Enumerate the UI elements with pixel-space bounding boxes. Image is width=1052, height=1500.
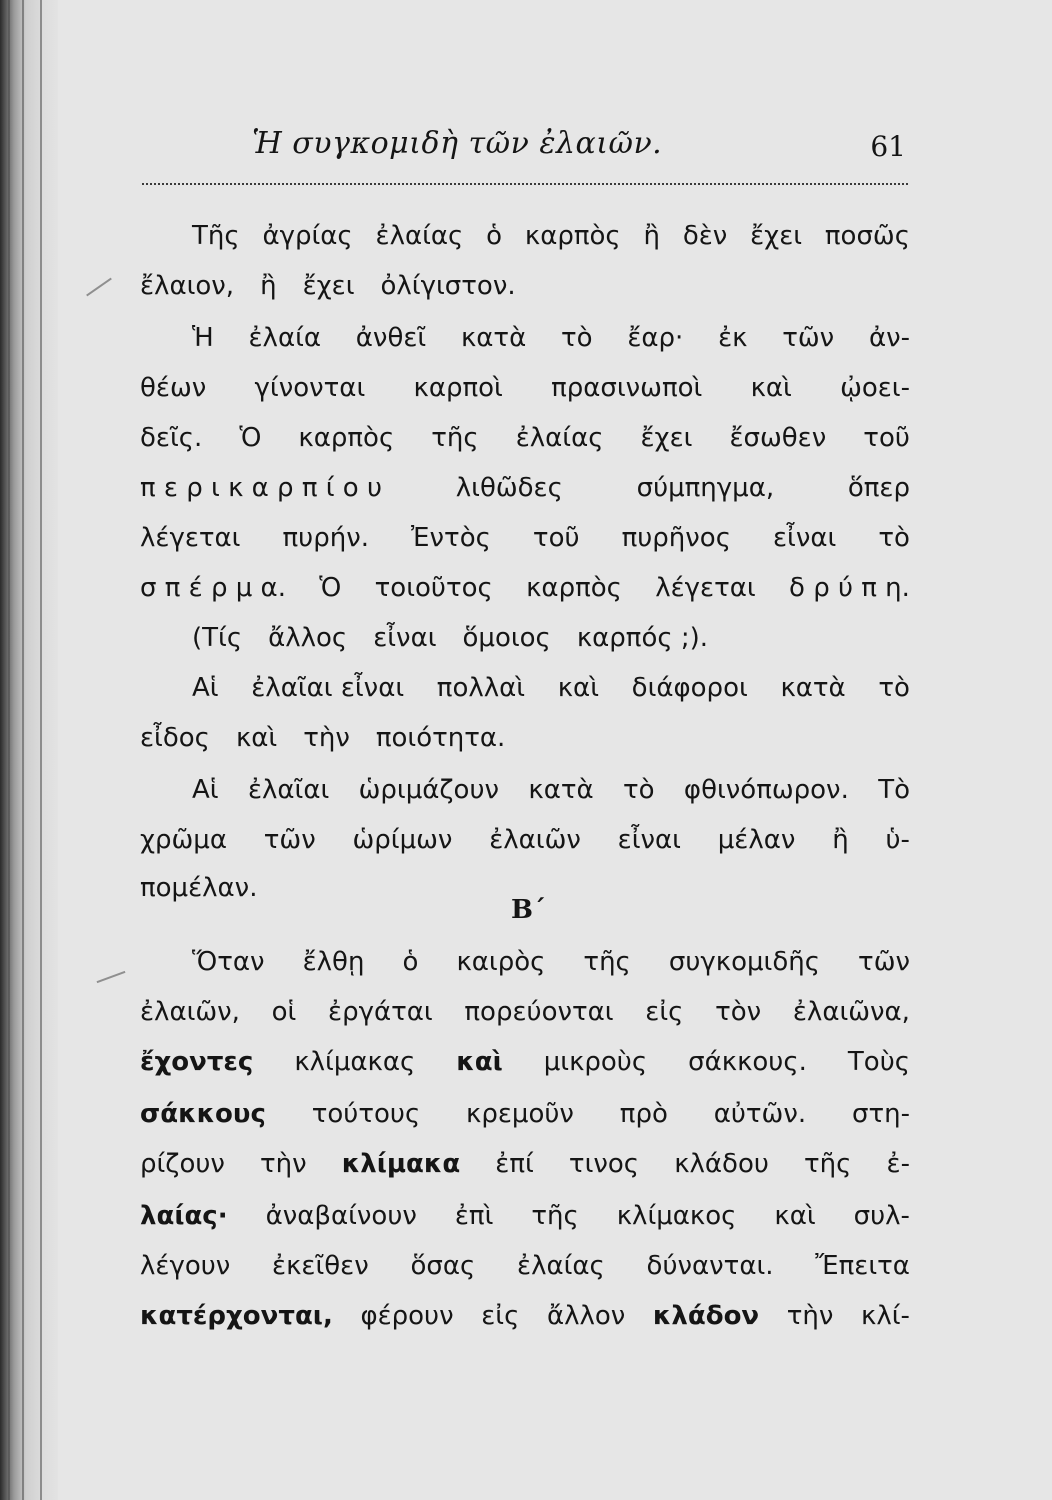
word: ἢ — [832, 825, 849, 855]
word: τὸ — [561, 323, 593, 353]
word: καὶ — [750, 373, 792, 403]
text-line — [192, 616, 910, 660]
word: κλίμακα — [341, 1149, 461, 1179]
word: καὶ — [557, 673, 599, 703]
word: μέλαν — [717, 825, 796, 855]
word: δ ρ ύ π η. — [789, 573, 910, 603]
word: ἐλαιῶν — [489, 825, 581, 855]
word: σάκκους. — [688, 1047, 807, 1077]
word: ἐλαιῶν, — [140, 997, 240, 1027]
word: ἐλαιῶνα, — [792, 997, 910, 1027]
text-line — [140, 516, 910, 560]
word: γίνονται — [254, 373, 366, 403]
word: ἐλαίας — [517, 1251, 605, 1281]
word: (Τίς — [192, 623, 243, 653]
word: καιρὸς — [456, 947, 546, 977]
word: πρὸ — [619, 1099, 668, 1129]
word: συγκομιδῆς — [668, 947, 820, 977]
word: κατὰ — [528, 775, 594, 805]
word: εἰς — [481, 1301, 520, 1331]
word: τὸν — [715, 997, 762, 1027]
word: ἐλαίας — [375, 221, 464, 251]
word: ἔχει — [640, 423, 693, 453]
word: πρασινωποὶ — [551, 373, 703, 403]
word: Αἱ — [192, 673, 219, 703]
word: ἔσωθεν — [729, 423, 827, 453]
word: κλί- — [861, 1301, 910, 1331]
word: ἐπί — [495, 1149, 534, 1179]
section-heading: Β΄ — [511, 895, 546, 925]
word: καρποὶ — [413, 373, 503, 403]
binding-shadow-line — [8, 0, 10, 1500]
text-line — [140, 1244, 910, 1288]
text-line — [140, 416, 910, 460]
word: Ἐντὸς — [411, 523, 491, 553]
word: Ὁ — [319, 573, 342, 603]
word: πυρήν. — [282, 523, 369, 553]
text-line — [140, 466, 910, 510]
word: λαίας· — [140, 1201, 228, 1231]
word: ἀναβαίνουν — [265, 1201, 417, 1231]
word: διάφοροι — [631, 673, 748, 703]
word: τῶν — [263, 825, 316, 855]
word: πομέλαν. — [140, 873, 258, 903]
page-number: 61 — [870, 130, 906, 163]
word: κρεμοῦν — [466, 1099, 574, 1129]
text-line — [140, 1040, 910, 1084]
word: τὸ — [623, 775, 655, 805]
word: αὐτῶν. — [713, 1099, 807, 1129]
word: ἔλθῃ — [302, 947, 365, 977]
word: ἐκεῖθεν — [272, 1251, 369, 1281]
word: τὸ — [878, 523, 910, 553]
word: ὁ — [402, 947, 419, 977]
text-line — [140, 1142, 910, 1186]
word: Ἔπειτα — [815, 1251, 910, 1281]
word: χρῶμα — [140, 825, 227, 855]
word: Ἡ — [192, 323, 214, 353]
word: καὶ — [774, 1201, 816, 1231]
word: καρπὸς — [526, 573, 622, 603]
word: λέγεται — [655, 573, 756, 603]
word: ὑ- — [885, 825, 910, 855]
word: κλάδου — [674, 1149, 769, 1179]
word: κλίμακας — [294, 1047, 416, 1077]
word: π ε ρ ι κ α ρ π ί ο υ — [140, 473, 383, 503]
word: τῶν — [858, 947, 910, 977]
word: κατὰ — [780, 673, 846, 703]
word: ὅσας — [410, 1251, 476, 1281]
word: τοιοῦτος — [374, 573, 493, 603]
margin-pencil-mark — [97, 971, 126, 983]
word: λέγουν — [140, 1251, 231, 1281]
text-line — [192, 214, 910, 258]
word: σ π έ ρ μ α. — [140, 573, 286, 603]
word: καὶ — [235, 723, 278, 753]
word: τὴν — [303, 723, 350, 753]
text-line — [140, 990, 910, 1034]
word: ἔχει — [302, 271, 355, 301]
word: Τῆς — [192, 221, 240, 251]
word: ὅπερ — [847, 473, 910, 503]
text-line — [140, 264, 910, 308]
word: δύνανται. — [646, 1251, 774, 1281]
word: τοῦ — [532, 523, 580, 553]
text-line — [140, 566, 910, 610]
binding-shadow-line — [22, 0, 24, 1500]
word: εἰς — [645, 997, 684, 1027]
word: ὡρίμων — [352, 825, 453, 855]
word: κατὰ — [460, 323, 527, 353]
word: τῶν — [782, 323, 835, 353]
word: οἱ — [271, 997, 297, 1027]
word: δὲν — [682, 221, 728, 251]
word: ἔχει — [750, 221, 803, 251]
word: καρπὸς — [524, 221, 621, 251]
word: λέγεται — [140, 523, 241, 553]
word: Ὁ — [239, 423, 262, 453]
word: φθινόπωρον. — [683, 775, 849, 805]
word: στη- — [851, 1099, 910, 1129]
word: ἐ- — [886, 1149, 910, 1179]
word: ἢ — [260, 271, 277, 301]
word: μικροὺς — [543, 1047, 648, 1077]
word: εἶναι — [617, 825, 681, 855]
word: τῆς — [531, 1201, 579, 1231]
word: ἔαρ· — [627, 323, 684, 353]
word: κλάδον — [652, 1301, 760, 1331]
word: συλ- — [853, 1201, 910, 1231]
word: ἄλλον — [546, 1301, 626, 1331]
word: Τὸ — [878, 775, 910, 805]
text-line — [192, 940, 910, 984]
word: Τοὺς — [847, 1047, 910, 1077]
word: ἔλαιον, — [140, 271, 235, 301]
word: ἐλαίας — [515, 423, 604, 453]
word: εἶδος — [140, 723, 210, 753]
binding-shadow-line — [40, 0, 42, 1500]
text-line — [192, 666, 910, 710]
word: ρίζουν — [140, 1149, 225, 1179]
word: ἔχοντες — [140, 1047, 254, 1077]
word: ᾠοει- — [840, 373, 910, 403]
word: ἄλλος — [268, 623, 348, 653]
word: ὁ — [486, 221, 503, 251]
word: τῆς — [583, 947, 631, 977]
word: καὶ — [456, 1047, 503, 1077]
word: ὡριμάζουν — [358, 775, 500, 805]
word: καρπὸς — [298, 423, 395, 453]
word: τὴν — [786, 1301, 834, 1331]
word: ἀνθεῖ — [355, 323, 427, 353]
text-line — [140, 1194, 910, 1238]
text-line — [192, 768, 910, 812]
text-line — [140, 366, 910, 410]
word: ἀγρίας — [262, 221, 353, 251]
word: ἐλαῖαι εἶναι — [251, 673, 405, 703]
word: ποσῶς — [824, 221, 910, 251]
text-line — [140, 1294, 910, 1338]
word: ἐλαῖαι — [247, 775, 330, 805]
margin-pencil-mark — [86, 278, 112, 297]
word: δεῖς. — [140, 423, 203, 453]
word: τὸ — [878, 673, 910, 703]
word: τοῦ — [863, 423, 910, 453]
word: ἀν- — [868, 323, 910, 353]
text-line — [140, 818, 910, 862]
word: τὴν — [260, 1149, 307, 1179]
word: ἐπὶ — [454, 1201, 494, 1231]
book-binding-edge — [0, 0, 58, 1500]
text-line — [192, 316, 910, 360]
word: εἶναι — [373, 623, 437, 653]
word: καρπός ;). — [576, 623, 709, 653]
word: σύμπηγμα, — [636, 473, 775, 503]
word: Ὅταν — [192, 947, 265, 977]
word: λιθῶδες — [455, 473, 563, 503]
word: τινος — [568, 1149, 640, 1179]
word: σάκκους — [140, 1099, 266, 1129]
text-line — [140, 716, 910, 760]
word: ποιότητα. — [375, 723, 506, 753]
word: τῆς — [804, 1149, 852, 1179]
chapter-title: Ἡ συγκομιδὴ τῶν ἐλαιῶν. — [252, 126, 663, 161]
word: ἐργάται — [328, 997, 433, 1027]
word: κλίμακος — [616, 1201, 737, 1231]
word: εἶναι — [773, 523, 837, 553]
word: ὅμοιος — [462, 623, 551, 653]
word: ἢ — [643, 221, 660, 251]
word: κατέρχονται, — [140, 1301, 333, 1331]
text-line — [140, 1092, 910, 1136]
word: πυρῆνος — [621, 523, 731, 553]
word: πορεύονται — [464, 997, 614, 1027]
word: θέων — [140, 373, 207, 403]
word: ἐλαία — [248, 323, 322, 353]
word: ὀλίγιστον. — [380, 271, 516, 301]
header-dotted-rule — [142, 183, 908, 185]
word: πολλαὶ — [436, 673, 526, 703]
word: ἐκ — [718, 323, 748, 353]
word: φέρουν — [360, 1301, 454, 1331]
word: τῆς — [431, 423, 479, 453]
running-head — [142, 122, 908, 172]
word: τούτους — [311, 1099, 421, 1129]
word: Αἱ — [192, 775, 219, 805]
